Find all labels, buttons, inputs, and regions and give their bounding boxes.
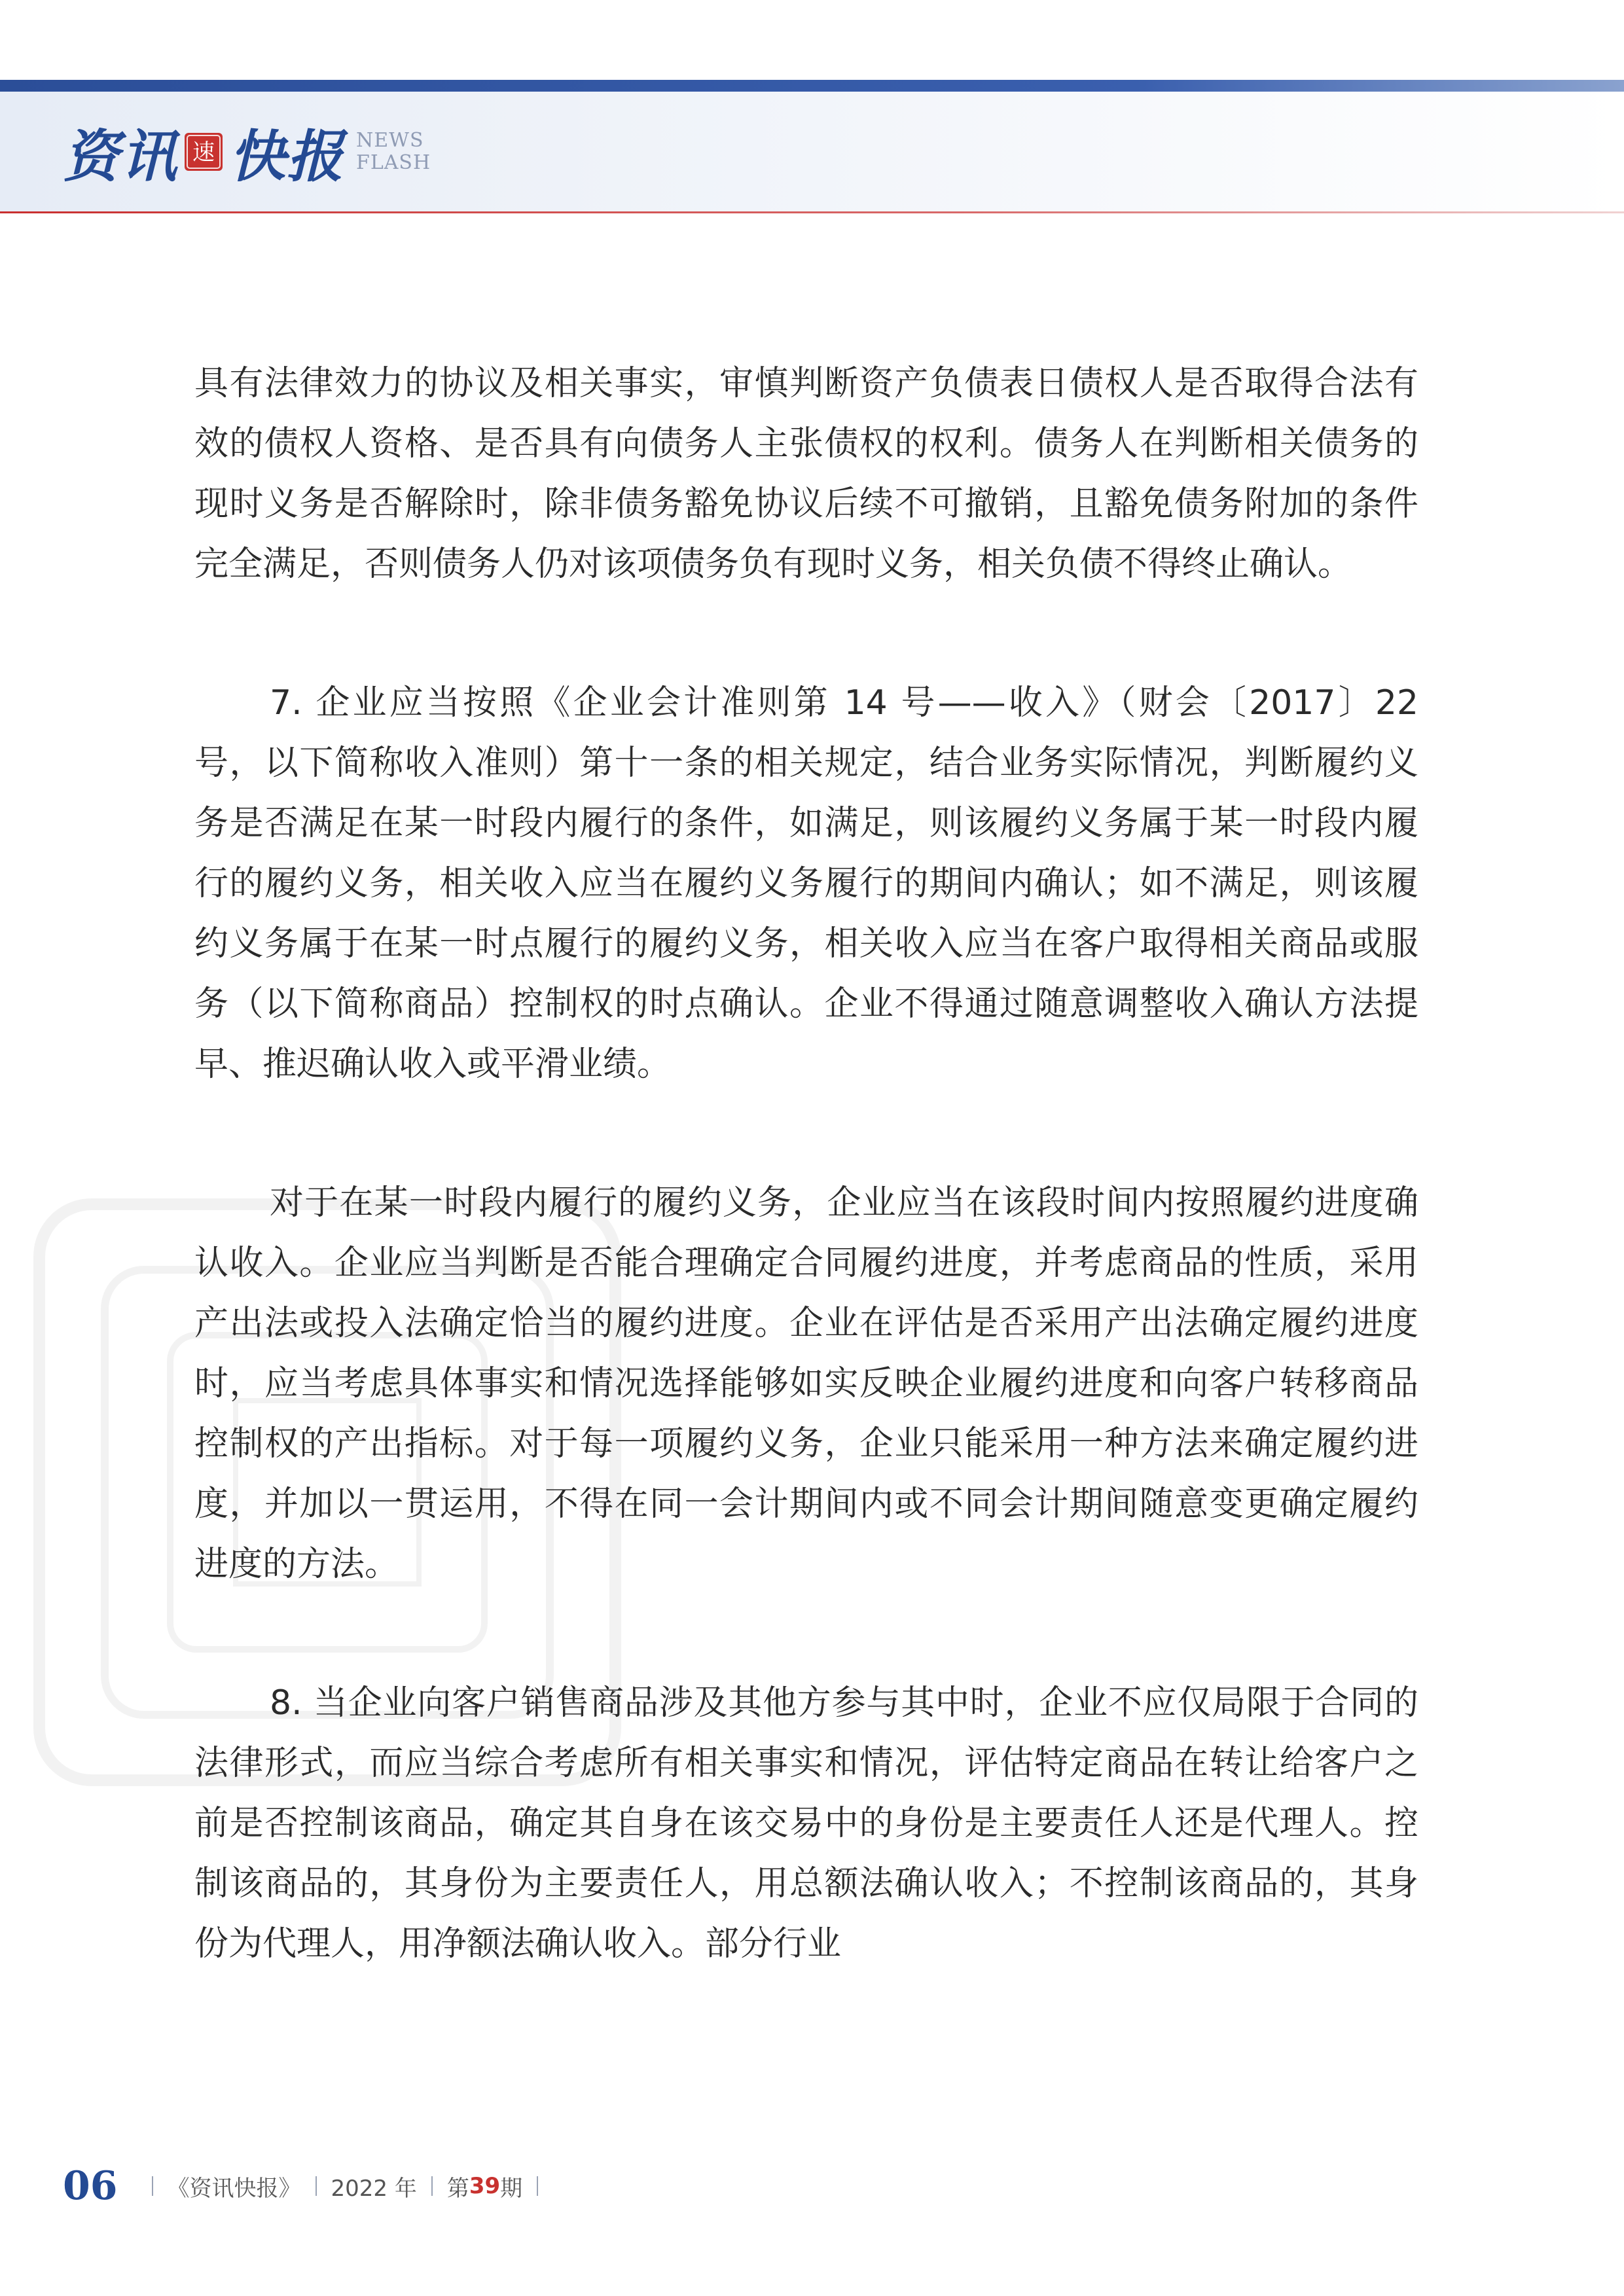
brand-title-right: 快报 (229, 124, 344, 190)
page-header (0, 0, 1624, 216)
header-top-bar (0, 80, 1624, 92)
paragraph-2: 7. 企业应当按照《企业会计准则第 14 号——收入》（财会〔2017〕22 号，以下简称收入准则）第十一条的相关规定，结合业务实际情况，判断履约义务是否满足在某一时段内履行的条件，如满足，则该履约义务属于某一时段内履行的履约义务，相关收入应当在履约义务履行的期间内确认；如不满足，则该履约义务属于在某一时点履行的履约义务，相关收入应当在客户取得相关商品或服务（以下简称商品）控制权的时点确认。企业不得通过随意调整收入确认方法提早、推迟确认收入或平滑业绩。 (194, 683, 1418, 1084)
issue-number: 39 (469, 2173, 501, 2199)
paragraph-3: 对于在某一时段内履行的履约义务，企业应当在该段时间内按照履约进度确认收入。企业应当判断是否能合理确定合同履约进度，并考虑商品的性质，采用产出法或投入法确定恰当的履约进度。企业在评估是否采用产出法确定履约进度时，应当考虑具体事实和情况选择能够如实反映企业履约进度和向客户转移商品控制权的产出指标。对于每一项履约义务，企业只能采用一种方法来确定履约进度，并加以一贯运用，不得在同一会计期间内或不同会计期间随意变更确定履约进度的方法。 (194, 1183, 1418, 1584)
seal-icon (185, 133, 223, 171)
page-number: 06 (63, 2163, 118, 2209)
issue-prefix: 第 (446, 2175, 469, 2202)
article-body (194, 353, 1418, 2053)
publication-year: 2022 年 (331, 2175, 417, 2202)
publication-name: 《资讯快报》 (167, 2175, 301, 2202)
seal-glyph: 速 (192, 139, 215, 166)
footer-divider (537, 2176, 538, 2196)
footer-divider (316, 2176, 317, 2196)
header-red-rule (0, 211, 1624, 213)
footer-divider (431, 2176, 433, 2196)
brand-logo (63, 113, 431, 191)
page-footer (63, 2160, 552, 2212)
brand-english (356, 130, 431, 174)
brand-title-left: 资讯 (63, 124, 178, 190)
issue-suffix: 期 (500, 2175, 523, 2202)
brand-en-flash: FLASH (356, 151, 431, 174)
brand-en-news: NEWS (356, 129, 424, 152)
footer-divider (152, 2176, 153, 2196)
paragraph-4: 8. 当企业向客户销售商品涉及其他方参与其中时，企业不应仅局限于合同的法律形式，而应当综合考虑所有相关事实和情况，评估特定商品在转让给客户之前是否控制该商品，确定其自身在该交易中的身份是主要责任人还是代理人。控制该商品的，其身份为主要责任人，用总额法确认收入；不控制该商品的，其身份为代理人，用净额法确认收入。部分行业 (194, 1683, 1418, 1964)
paragraph-1: 具有法律效力的协议及相关事实，审慎判断资产负债表日债权人是否取得合法有效的债权人资格、是否具有向债务人主张债权的权利。债务人在判断相关债务的现时义务是否解除时，除非债务豁免协议后续不可撤销，且豁免债务附加的条件完全满足，否则债务人仍对该项债务负有现时义务，相关负债不得终止确认。 (194, 364, 1418, 584)
